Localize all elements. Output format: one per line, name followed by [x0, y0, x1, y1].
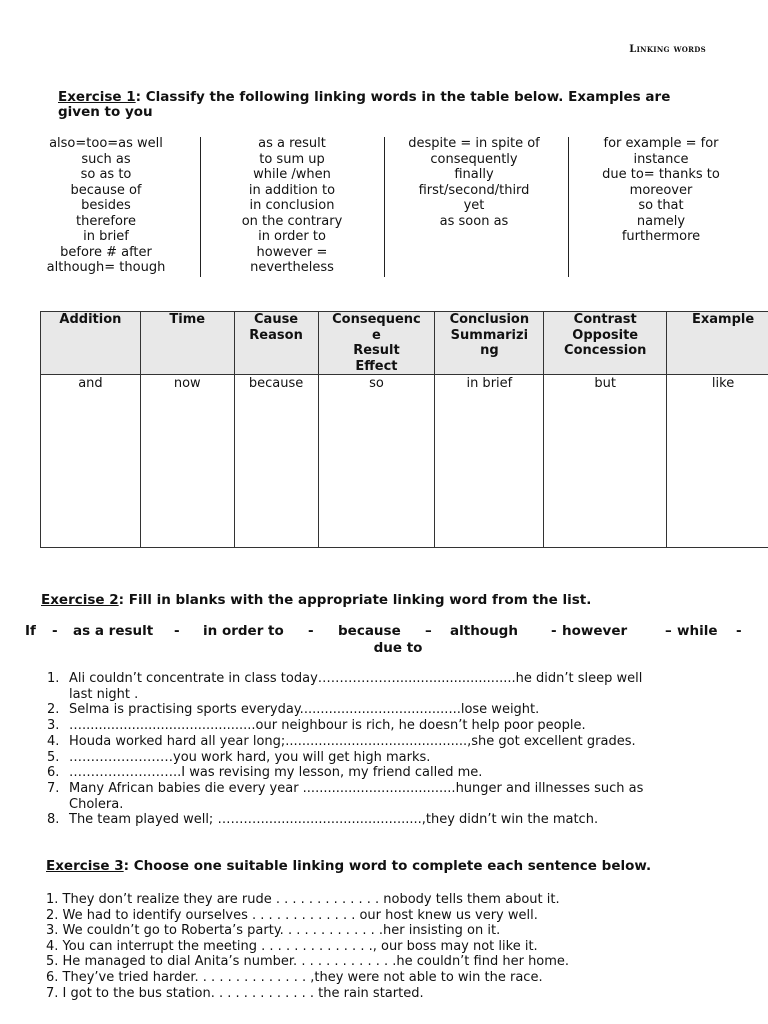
list-item: 2. We had to identify ourselves . . . . . . . . . . . . . our host knew us very well. — [46, 907, 538, 923]
sentence-text: Houda worked hard all year long;............................................,she got excellent grades. — [69, 733, 636, 749]
sentence-text: ……………………..I was revising my lesson, my friend called me. — [69, 765, 483, 781]
item-number: 6. — [47, 765, 60, 781]
table-header-row — [41, 312, 768, 375]
table-header-cell — [140, 312, 234, 375]
linking-word: as soon as — [439, 213, 509, 229]
list-item — [44, 702, 643, 718]
linking-word: finally — [454, 167, 494, 182]
table-row — [41, 375, 768, 548]
word-bank-item: in order to — [203, 623, 284, 639]
linking-word: first/second/third — [418, 182, 530, 198]
header-line: Effect — [355, 358, 398, 374]
word-column — [384, 136, 564, 229]
header-line: Cause — [254, 312, 299, 327]
item-number: 2. — [47, 702, 60, 718]
example-cell: and — [41, 375, 141, 548]
word-bank-item: although — [450, 623, 518, 639]
example-cell: but — [544, 375, 667, 548]
linking-word: however = — [256, 244, 328, 260]
exercise3-title — [46, 859, 651, 874]
sentence-text: Cholera. — [69, 796, 124, 812]
linking-word: for example = for — [603, 136, 719, 151]
item-number: 3. — [47, 718, 60, 734]
linking-word: on the contrary — [241, 213, 343, 229]
word-column — [202, 136, 382, 276]
item-number: 4. — [47, 733, 60, 749]
list-item — [44, 718, 643, 734]
linking-word: in conclusion — [249, 198, 335, 213]
list-item — [44, 812, 643, 828]
list-item: 1. They don’t realize they are rude . . . . . . . . . . . . . nobody tells them about it. — [46, 892, 560, 907]
linking-word: due to= thanks to — [602, 167, 720, 182]
word-bank-separator: - — [174, 623, 180, 639]
list-item — [44, 734, 643, 750]
linking-word: yet — [463, 198, 485, 213]
exercise3-label: Exercise 3 — [46, 858, 124, 874]
linking-word: while /when — [253, 167, 331, 182]
word-bank-separator: – — [665, 623, 672, 639]
word-bank-line2: due to — [373, 640, 423, 656]
linking-word: namely — [636, 213, 686, 229]
exercise3-instruction: : Choose one suitable linking word to complete each sentence below. — [123, 858, 652, 874]
linking-word: such as — [81, 151, 131, 167]
exercise2-title — [41, 593, 591, 608]
linking-word: nevertheless — [250, 260, 334, 275]
word-bank-separator: - — [736, 623, 742, 639]
sentence-text: last night . — [69, 686, 139, 702]
header-line: Concession — [564, 343, 647, 358]
column-divider — [568, 137, 569, 277]
linking-word: before # after — [60, 244, 152, 260]
exercise2-instruction: : Fill in blanks with the appropriate linking word from the list. — [118, 592, 592, 608]
table-header-cell — [318, 312, 435, 375]
word-bank-separator: - — [308, 623, 314, 639]
linking-word: in addition to — [248, 182, 336, 198]
table-header-cell — [544, 312, 667, 375]
list-item: 5. He managed to dial Anita’s number. . . . . . . . . . . . .he couldn’t find her home. — [46, 954, 570, 970]
table-header-cell — [667, 312, 768, 375]
sentence-text: Ali couldn’t concentrate in class today……………….............................he didn’t sleep well — [69, 671, 643, 686]
linking-word: because of — [70, 182, 142, 198]
linking-word: instance — [633, 151, 689, 167]
word-bank-separator: - — [551, 623, 557, 639]
word-bank-item: because — [338, 623, 401, 639]
sentence-text: Many African babies die every year .....................................hunger and illnesses such as — [69, 780, 644, 796]
header-line: e — [372, 327, 381, 343]
word-bank-item: If — [25, 623, 36, 639]
example-cell: now — [140, 375, 234, 548]
exercise1-label: Exercise 1 — [58, 89, 136, 105]
linking-word: furthermore — [621, 229, 701, 244]
exercise1-title — [58, 90, 670, 105]
linking-word: as a result — [258, 136, 326, 151]
header-line: Contrast — [573, 312, 637, 327]
column-divider — [200, 137, 201, 277]
item-number: 1. — [47, 671, 60, 686]
word-bank-separator: – — [425, 623, 432, 639]
word-bank-item: as a result — [73, 623, 154, 639]
classification-table — [40, 311, 768, 548]
header-line: Consequenc — [332, 312, 421, 327]
sentence-text: The team played well; …….….......................................,they didn’t win the match. — [69, 812, 599, 828]
linking-word: also=too=as well — [49, 136, 163, 151]
item-number: 7. — [47, 780, 60, 796]
list-item: 3. We couldn’t go to Roberta’s party. . . . . . . . . . . . .her insisting on it. — [46, 923, 501, 939]
table-header-cell — [234, 312, 318, 375]
column-divider — [384, 137, 385, 277]
list-item — [44, 671, 643, 687]
table-header-cell — [435, 312, 544, 375]
list-item: 7. I got to the bus station. . . . . . . . . . . . . the rain started. — [46, 985, 424, 1001]
exercise1-instruction: : Classify the following linking words in the table below. Examples are — [135, 89, 671, 105]
list-item — [44, 797, 643, 813]
linking-word: despite = in spite of — [408, 136, 540, 151]
list-item — [44, 781, 643, 797]
example-cell: in brief — [435, 375, 544, 548]
linking-word: so that — [638, 198, 684, 213]
word-bank-item: however — [562, 623, 628, 639]
word-column — [16, 136, 196, 276]
word-column — [571, 136, 751, 245]
list-item — [44, 750, 643, 766]
list-item: 6. They’ve tried harder. . . . . . . . . . . . . . ,they were not able to win the race. — [46, 969, 543, 985]
linking-word: besides — [81, 198, 131, 213]
exercise1-instruction-line2: given to you — [58, 104, 153, 120]
header-line: ng — [480, 343, 499, 358]
linking-word: to sum up — [259, 151, 325, 167]
list-item — [44, 765, 643, 781]
linking-word: therefore — [76, 213, 136, 229]
linking-word: consequently — [430, 151, 518, 167]
header-line: Opposite — [572, 327, 639, 343]
header-line: Summarizi — [450, 327, 529, 343]
linking-word: so as to — [80, 167, 132, 182]
list-item — [44, 687, 643, 703]
sentence-text: ……………………you work hard, you will get high marks. — [69, 749, 431, 765]
header-line: Addition — [59, 312, 122, 327]
exercise2-label: Exercise 2 — [41, 592, 119, 608]
linking-word: although= though — [46, 260, 166, 275]
word-bank-item: while — [677, 623, 718, 639]
header-line: Example — [691, 312, 755, 327]
header-line: Conclusion — [449, 312, 530, 327]
linking-word: in brief — [83, 229, 129, 244]
item-number: 5. — [47, 749, 60, 765]
list-item: 4. You can interrupt the meeting . . . . . . . . . . . . . ., our boss may not like it. — [46, 938, 538, 954]
sentence-text: Selma is practising sports everyday.......................................lose weight. — [69, 702, 540, 718]
table-header-cell — [41, 312, 141, 375]
header-line: Result — [353, 343, 400, 358]
example-cell: because — [234, 375, 318, 548]
item-number: 8. — [47, 812, 60, 828]
header-line: Time — [169, 312, 206, 327]
example-cell: like — [667, 375, 768, 548]
word-bank-separator: - — [52, 623, 58, 639]
exercise3-sentences — [46, 892, 569, 1001]
linking-word: moreover — [629, 182, 693, 198]
exercise2-sentences — [44, 671, 643, 828]
header-line: Reason — [249, 327, 303, 343]
example-cell: so — [318, 375, 435, 548]
page-header-title: Linking words — [629, 44, 706, 55]
linking-word: in order to — [258, 229, 326, 244]
sentence-text: …..........................................our neighbour is rich, he doesn’t help poor people. — [69, 718, 586, 734]
